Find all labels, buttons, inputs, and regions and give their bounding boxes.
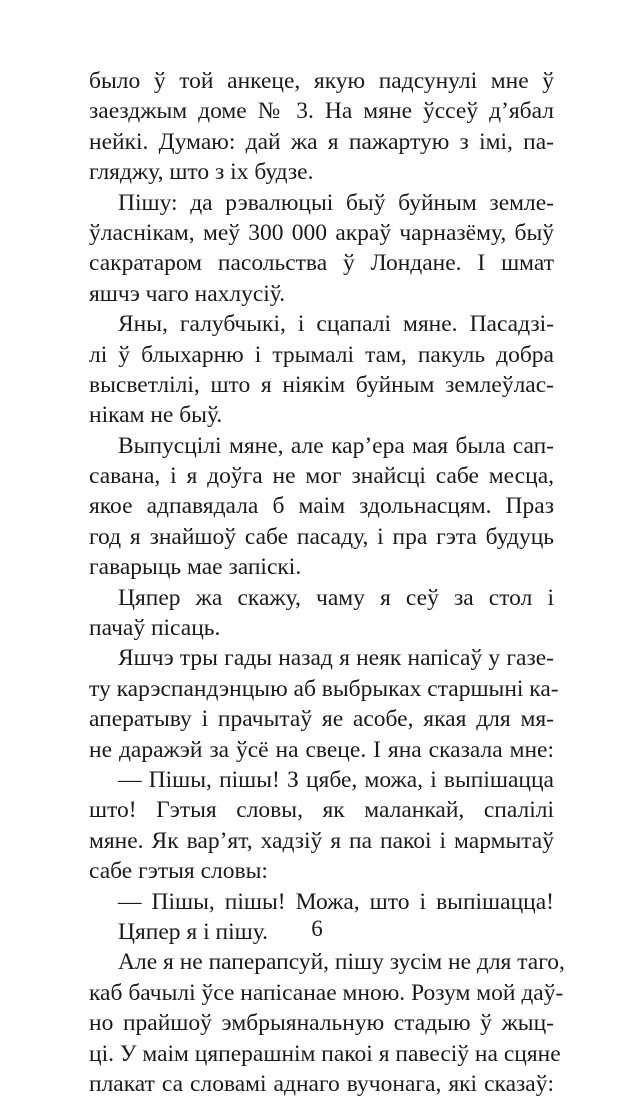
text-line: сакратаром пасольства ў Лондане. І шмат: [89, 250, 554, 277]
text-line: ўласнікам, меў 300 000 акраў чарназёму, быў: [89, 219, 554, 246]
text-line: нейкі. Думаю: дай жа я пажартую з імі, па-: [89, 128, 554, 155]
text-line: гаварыць мае запіскі.: [89, 554, 302, 581]
text-line: но прайшоў эмбрыянальную стадыю ў жыц-: [89, 1010, 554, 1037]
text-line: плакат са словамі аднаго вучонага, які сказаў:: [89, 1070, 554, 1097]
text-line: Цяпер я і пішу.: [118, 918, 268, 945]
text-line: яшчэ чаго нахлусіў.: [89, 280, 286, 307]
text-line: якое адпавядала б маім здольнасцям. Праз: [89, 493, 554, 520]
text-line: гляджу, што з іх будзе.: [89, 159, 314, 186]
text-line: аператыву і прачытаў яе асобе, якая для мя-: [89, 706, 554, 733]
text-line: сабе гэтыя словы:: [89, 858, 268, 885]
text-line: каб бачылі ўсе напісанае мною. Розум мой даў-: [89, 979, 564, 1006]
text-line: год я знайшоў сабе пасаду, і пра гэта будуць: [89, 523, 554, 550]
text-line: Яны, галубчыкі, і сцапалі мяне. Пасадзі-: [118, 311, 554, 338]
text-line: не даражэй за ўсё на свеце. І яна сказала мне:: [89, 736, 554, 763]
text-line: што! Гэтыя словы, як маланкай, спалілі: [89, 797, 554, 824]
text-line: пачаў пісаць.: [89, 615, 221, 642]
text-line: нікам не быў.: [89, 402, 223, 429]
body-text: [89, 66, 565, 1099]
text-line: савана, і я доўга не мог знайсці сабе месца,: [89, 463, 554, 490]
text-line: — Пішы, пішы! З цябе, можа, і выпішацца: [118, 766, 554, 793]
text-line: Яшчэ тры гады назад я неяк напісаў у газе-: [118, 645, 554, 672]
text-line: было ў той анкеце, якую падсунулі мне ў: [89, 68, 554, 94]
text-line: ці. У маім цяперашнім пакоі я павесіў на сцяне: [89, 1040, 561, 1067]
text-line: Але я не паперапсуй, пішу зусім не для таго,: [118, 949, 565, 976]
text-line: высветлілі, што я ніякім буйным землеўлас-: [89, 371, 554, 398]
text-line: ту карэспандэнцыю аб выбрыках старшыні ка-: [89, 675, 559, 702]
page-number: 6: [311, 916, 323, 941]
text-line: заезджым доме № 3. На мяне ўссеў д’ябал: [89, 98, 554, 125]
text-line: лі ў блыхарню і трымалі там, пакуль добра: [89, 341, 554, 368]
text-line: мяне. Як вар’ят, хадзіў я па пакоі і мармытаў: [89, 827, 554, 854]
text-line: Пішу: да рэвалюцыі быў буйным земле-: [118, 189, 554, 216]
text-line: Цяпер жа скажу, чаму я сеў за стол і: [118, 584, 554, 611]
text-line: — Пішы, пішы! Можа, што і выпішацца!: [118, 888, 554, 915]
text-line: Выпусцілі мяне, але кар’ера мая была сап-: [118, 432, 554, 459]
